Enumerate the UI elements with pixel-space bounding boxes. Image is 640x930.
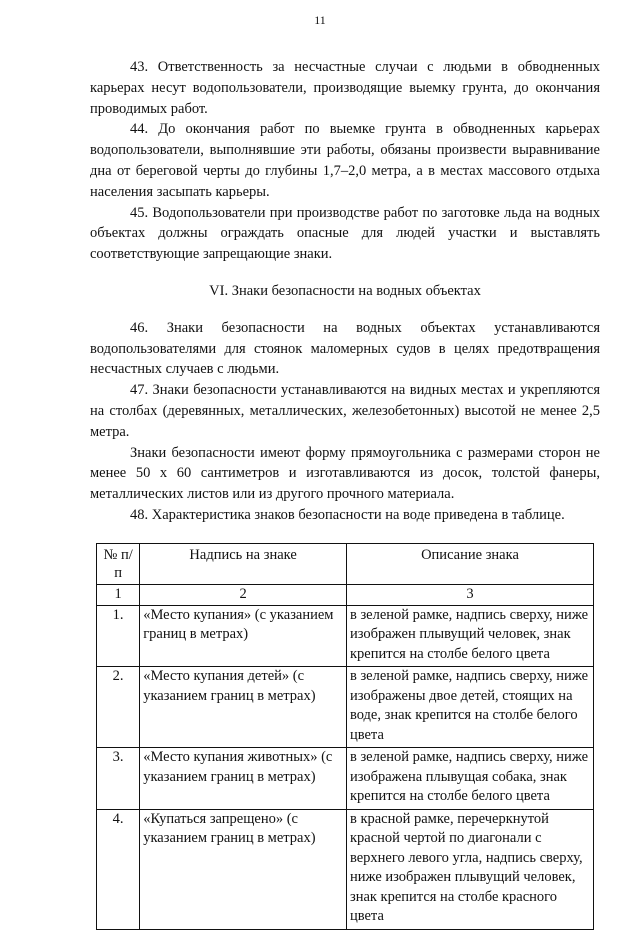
section-heading: VI. Знаки безопасности на водных объектах (209, 282, 481, 299)
paragraph-48: 48. Характеристика знаков безопасности на воде приведена в таблице. (130, 506, 565, 523)
column-number: 3 (346, 584, 593, 605)
safety-signs-table (96, 543, 594, 930)
paragraph-45: 45. Водопользователи при производстве работ по заготовке льда на водных объектах должны ограждать опасные для людей участки и выставлять соответствующие запрещающие знаки. (90, 204, 600, 263)
table-header-row (97, 543, 594, 584)
table-row (97, 605, 594, 667)
row-number: 4. (97, 809, 140, 929)
paragraph-47-cont: Знаки безопасности имеют форму прямоугольника с размерами сторон не менее 50 х 60 сантиметров и изготавливаются из досок, толстой фанеры, металлических листов или из другого прочного материала. (90, 444, 600, 503)
row-number: 3. (97, 748, 140, 810)
table-row (97, 809, 594, 929)
table-row (97, 667, 594, 748)
sign-text: «Место купания животных» (с указанием границ в метрах) (140, 748, 347, 810)
column-number: 2 (140, 584, 347, 605)
page-number: 11 (314, 13, 326, 27)
sign-description: в зеленой рамке, надпись сверху, ниже изображен плывущий человек, знак крепится на столбе белого цвета (346, 605, 593, 667)
sign-description: в красной рамке, перечеркнутой красной чертой по диагонали с верхнего левого угла, надпись сверху, ниже изображен плывущий человек, знак крепится на столбе красного цвета (346, 809, 593, 929)
row-number: 1. (97, 605, 140, 667)
sign-description: в зеленой рамке, надпись сверху, ниже изображены двое детей, стоящих на воде, знак крепится на столбе белого цвета (346, 667, 593, 748)
column-number: 1 (97, 584, 140, 605)
paragraph-47: 47. Знаки безопасности устанавливаются на видных местах и укрепляются на столбах (деревянных, металлических, железобетонных) высотой не менее 2,5 метра. (90, 382, 600, 440)
column-numbers-row (97, 584, 594, 605)
paragraph-46: 46. Знаки безопасности на водных объектах устанавливаются водопользователями для стоянок маломерных судов в целях предотвращения несчастных случаев с людьми. (90, 319, 600, 378)
sign-text: «Место купания» (с указанием границ в метрах) (140, 605, 347, 667)
table-row (97, 748, 594, 810)
header-sign-description: Описание знака (346, 543, 593, 584)
paragraph-44: 44. До окончания работ по выемке грунта в обводненных карьерах водопользователи, выполнявшие эти работы, обязаны произвести выравнивание дна от береговой черты до глубины 1,7–2,0 метра, а в местах массового отдыха населения засыпать карьеры. (90, 121, 600, 200)
row-number: 2. (97, 667, 140, 748)
sign-text: «Место купания детей» (с указанием границ в метрах) (140, 667, 347, 748)
header-sign-text: Надпись на знаке (140, 543, 347, 584)
paragraph-43: 43. Ответственность за несчастные случаи с людьми в обводненных карьерах несут водопользователи, производящие выемку грунта, до окончания проводимых работ. (90, 59, 600, 117)
sign-text: «Купаться запрещено» (с указанием границ в метрах) (140, 809, 347, 929)
sign-description: в зеленой рамке, надпись сверху, ниже изображена плывущая собака, знак крепится на столбе белого цвета (346, 748, 593, 810)
document-body (90, 57, 600, 930)
header-number: № п/п (97, 543, 140, 584)
